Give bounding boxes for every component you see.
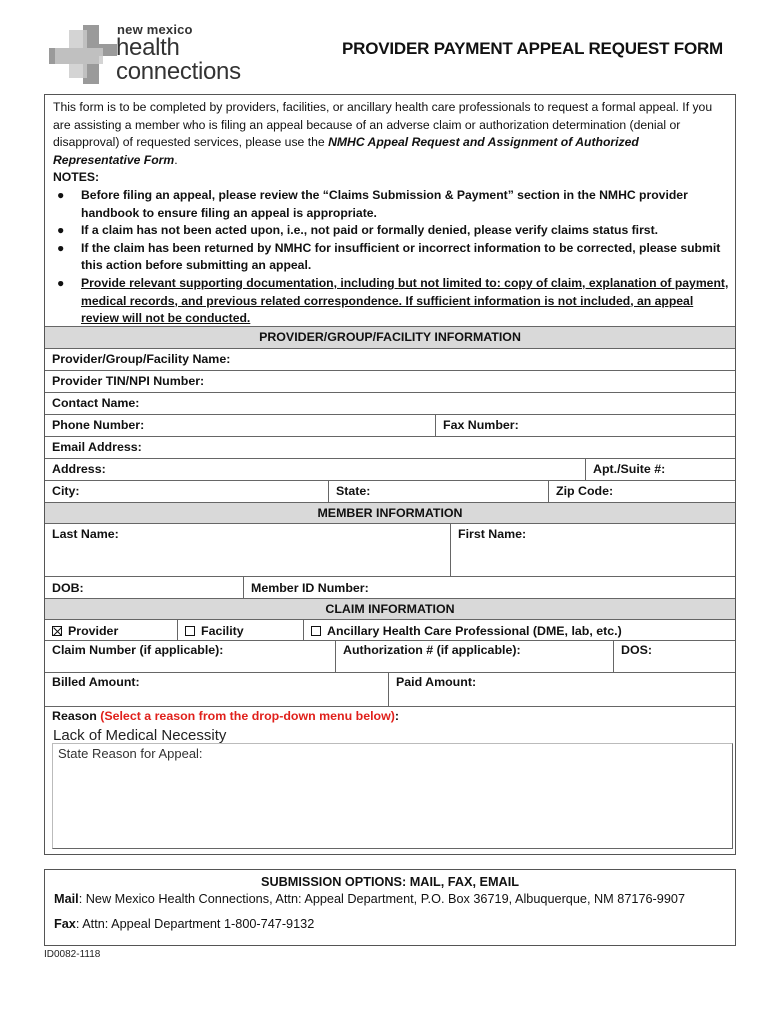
contact-name-label: Contact Name:	[52, 396, 140, 410]
first-name-label[interactable]: First Name:	[458, 527, 527, 541]
reason-label	[45, 707, 399, 723]
claim-number-row	[45, 640, 735, 672]
reason-row	[45, 706, 735, 723]
phone-label[interactable]: Phone Number:	[52, 418, 145, 432]
city-label[interactable]: City:	[52, 484, 80, 498]
fax-number: : Attn: Appeal Department 1-800-747-9132	[75, 917, 315, 931]
intro-text	[53, 99, 729, 328]
member-id-label[interactable]: Member ID Number:	[251, 581, 369, 595]
provider-section-heading: PROVIDER/GROUP/FACILITY INFORMATION	[45, 326, 735, 348]
authorization-label[interactable]: Authorization # (if applicable):	[343, 643, 521, 657]
amount-row	[45, 672, 735, 706]
document-id: ID0082-1118	[44, 949, 101, 960]
fax-label[interactable]: Fax Number:	[443, 418, 519, 432]
email-label: Email Address:	[52, 440, 142, 454]
provider-tin-label: Provider TIN/NPI Number:	[52, 374, 205, 388]
intro-paragraph	[53, 99, 729, 169]
dos-label[interactable]: DOS:	[621, 643, 652, 657]
note-item: ● Provide relevant supporting documentation, including but not limited to: copy of claim, explanation of payment, medical records, and previous related correspondence. If sufficient information is not included, an appeal review will not be conducted.	[57, 275, 729, 326]
provider-name-field[interactable]	[45, 348, 735, 370]
intro-form-name: NMHC Appeal Request and Assignment of Authorized Representative Form	[53, 135, 639, 167]
fax-label-sub: Fax	[54, 917, 76, 931]
reason-colon: :	[394, 709, 399, 723]
note-item: ● If the claim has been returned by NMHC for insufficient or incorrect information to be corrected, please submit this action before submitting an appeal.	[57, 240, 721, 273]
provider-tin-field[interactable]	[45, 370, 735, 392]
state-reason-placeholder: State Reason for Appeal:	[58, 746, 203, 761]
page-title: PROVIDER PAYMENT APPEAL REQUEST FORM	[342, 39, 724, 58]
note-text: Before filing an appeal, please review the “Claims Submission & Payment” section in the NMHC provider handbook to ensure filing an appeal is appropriate.	[81, 187, 688, 220]
notes-list	[53, 187, 729, 328]
member-name-row	[45, 523, 735, 576]
appeal-form	[44, 94, 736, 855]
state-label[interactable]: State:	[336, 484, 371, 498]
provider-name-label: Provider/Group/Facility Name:	[52, 352, 231, 366]
note-item: ● If a claim has not been acted upon, i.e., not paid or formally denied, please verify claims status first.	[57, 223, 659, 238]
mail-line	[54, 892, 685, 906]
ancillary-checkbox[interactable]	[304, 620, 622, 638]
city-state-zip-row	[45, 480, 735, 502]
intro-start: This form is to be completed by providers, facilities, or ancillary health care professionals to request a formal appeal. If you are assisting a member who is filing an appeal because of an adverse claim or authorization determination (denial or disapproval) of requested services, please use the	[53, 100, 713, 150]
address-label[interactable]: Address:	[52, 462, 106, 476]
checked-box-icon	[52, 626, 62, 636]
checkbox-icon	[311, 626, 321, 636]
address-row	[45, 458, 735, 480]
facility-checkbox[interactable]	[178, 620, 244, 638]
contact-name-field[interactable]	[45, 392, 735, 414]
member-section-heading: MEMBER INFORMATION	[45, 502, 735, 523]
checkbox-icon	[185, 626, 195, 636]
dob-member-id-row	[45, 576, 735, 598]
provider-option-label: Provider	[68, 624, 119, 638]
claim-section-heading: CLAIM INFORMATION	[45, 598, 735, 619]
notes-label: NOTES:	[53, 170, 100, 185]
ancillary-option-label: Ancillary Health Care Professional (DME, lab, etc.)	[327, 624, 622, 638]
billed-amount-label[interactable]: Billed Amount:	[52, 675, 140, 689]
email-field[interactable]	[45, 436, 735, 458]
fax-line	[54, 917, 314, 931]
note-item: ● Before filing an appeal, please review the “Claims Submission & Payment” section in the NMHC provider handbook to ensure filing an appeal is appropriate.	[57, 187, 688, 220]
submission-options	[44, 869, 736, 946]
note-text: Provide relevant supporting documentation, including but not limited to: copy of claim, explanation of payment, medical records, and previous related correspondence. If sufficient information is not included, an appeal review will not be conducted.	[81, 275, 729, 326]
reason-label-text: Reason	[52, 709, 101, 723]
logo-text-small: new mexico	[117, 22, 193, 37]
zip-label[interactable]: Zip Code:	[556, 484, 614, 498]
dob-label[interactable]: DOB:	[52, 581, 84, 595]
reason-hint: (Select a reason from the drop-down menu below)	[100, 709, 395, 723]
provider-checkbox[interactable]	[45, 620, 118, 638]
paid-amount-label[interactable]: Paid Amount:	[396, 675, 477, 689]
claim-number-label[interactable]: Claim Number (if applicable):	[52, 643, 224, 657]
intro-end: .	[174, 152, 178, 167]
note-text: If a claim has not been acted upon, i.e., not paid or formally denied, please verify claims status first.	[81, 223, 659, 238]
facility-option-label: Facility	[201, 624, 244, 638]
logo-text-connections: connections	[116, 58, 241, 85]
submission-title: SUBMISSION OPTIONS: MAIL, FAX, EMAIL	[261, 875, 519, 889]
note-text: If the claim has been returned by NMHC for insufficient or incorrect information to be corrected, please submit this action before submitting an appeal.	[81, 240, 721, 273]
reason-dropdown[interactable]: Lack of Medical Necessity	[53, 727, 227, 744]
apt-label[interactable]: Apt./Suite #:	[593, 462, 666, 476]
phone-fax-row	[45, 414, 735, 436]
claim-type-row	[45, 619, 735, 640]
last-name-label[interactable]: Last Name:	[52, 527, 119, 541]
state-reason-textarea[interactable]	[52, 743, 733, 849]
logo-text-health: health	[116, 34, 180, 61]
mail-label: Mail	[54, 892, 79, 906]
mail-address: : New Mexico Health Connections, Attn: Appeal Department, P.O. Box 36719, Albuquerque, NM 87176-9907	[78, 892, 686, 906]
